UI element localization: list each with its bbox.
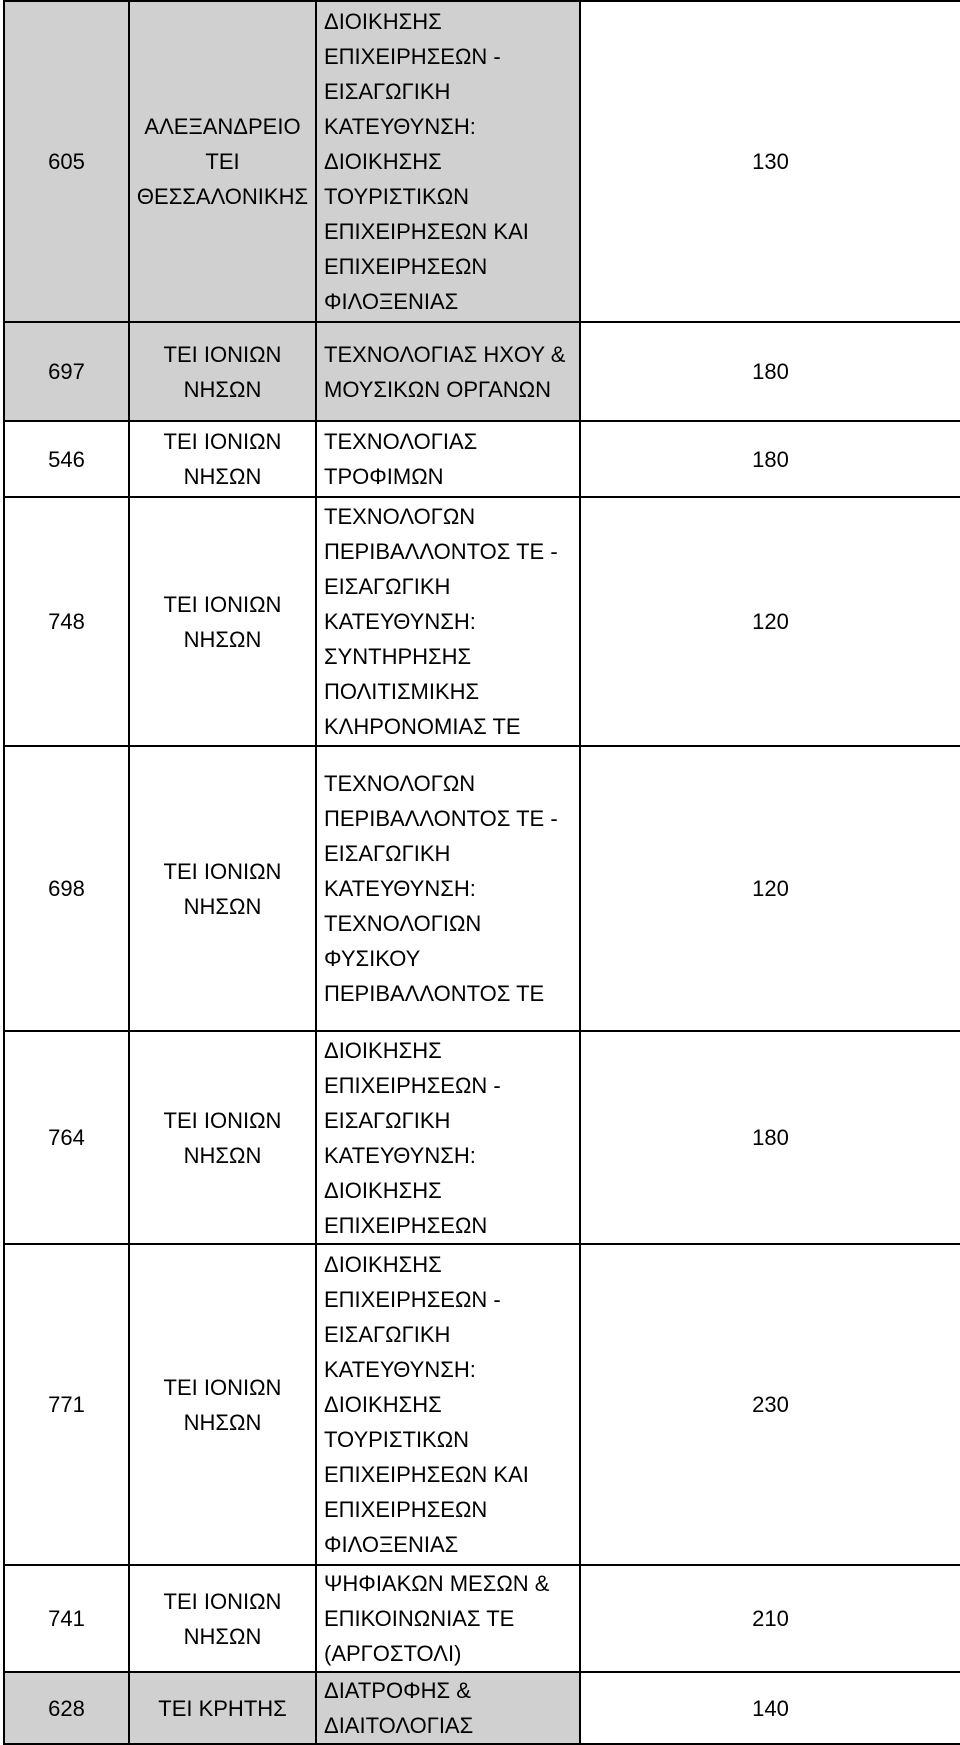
table-row	[4, 421, 960, 497]
seats-count: 180	[580, 421, 960, 497]
program-code: 546	[4, 421, 129, 497]
institution-name: ΤΕΙ ΙΟΝΙΩΝ ΝΗΣΩΝ	[129, 1031, 316, 1244]
institution-name: ΤΕΙ ΙΟΝΙΩΝ ΝΗΣΩΝ	[129, 1565, 316, 1672]
program-code: 741	[4, 1565, 129, 1672]
department-name: ΔΙΟΙΚΗΣΗΣ ΕΠΙΧΕΙΡΗΣΕΩΝ - ΕΙΣΑΓΩΓΙΚΗ ΚΑΤΕΥΘΥΝΣΗ: ΔΙΟΙΚΗΣΗΣ ΕΠΙΧΕΙΡΗΣΕΩΝ	[316, 1031, 580, 1244]
program-code: 764	[4, 1031, 129, 1244]
table-row	[4, 746, 960, 1031]
institution-name: ΑΛΕΞΑΝΔΡΕΙΟ ΤΕΙ ΘΕΣΣΑΛΟΝΙΚΗΣ	[129, 1, 316, 322]
program-code: 628	[4, 1672, 129, 1744]
seats-count: 210	[580, 1565, 960, 1672]
seats-count: 180	[580, 322, 960, 421]
table-row	[4, 1031, 960, 1244]
department-name: ΤΕΧΝΟΛΟΓΩΝ ΠΕΡΙΒΑΛΛΟΝΤΟΣ ΤΕ - ΕΙΣΑΓΩΓΙΚΗ ΚΑΤΕΥΘΥΝΣΗ: ΤΕΧΝΟΛΟΓΙΩΝ ΦΥΣΙΚΟΥ ΠΕΡΙΒΑΛΛΟΝΤΟΣ ΤΕ	[316, 746, 580, 1031]
programs-table	[3, 0, 960, 1745]
program-code: 698	[4, 746, 129, 1031]
institution-name: ΤΕΙ ΙΟΝΙΩΝ ΝΗΣΩΝ	[129, 497, 316, 746]
institution-name: ΤΕΙ ΙΟΝΙΩΝ ΝΗΣΩΝ	[129, 322, 316, 421]
institution-name: ΤΕΙ ΙΟΝΙΩΝ ΝΗΣΩΝ	[129, 1244, 316, 1565]
table-row	[4, 497, 960, 746]
table-row	[4, 322, 960, 421]
department-name: ΔΙΟΙΚΗΣΗΣ ΕΠΙΧΕΙΡΗΣΕΩΝ - ΕΙΣΑΓΩΓΙΚΗ ΚΑΤΕΥΘΥΝΣΗ: ΔΙΟΙΚΗΣΗΣ ΤΟΥΡΙΣΤΙΚΩΝ ΕΠΙΧΕΙΡΗΣΕΩΝ ΚΑΙ ΕΠΙΧΕΙΡΗΣΕΩΝ ΦΙΛΟΞΕΝΙΑΣ	[316, 1, 580, 322]
department-name: ΤΕΧΝΟΛΟΓΙΑΣ ΗΧΟΥ & ΜΟΥΣΙΚΩΝ ΟΡΓΑΝΩΝ	[316, 322, 580, 421]
department-name: ΤΕΧΝΟΛΟΓΙΑΣ ΤΡΟΦΙΜΩΝ	[316, 421, 580, 497]
program-code: 697	[4, 322, 129, 421]
seats-count: 130	[580, 1, 960, 322]
department-name: ΔΙΑΤΡΟΦΗΣ & ΔΙΑΙΤΟΛΟΓΙΑΣ	[316, 1672, 580, 1744]
institution-name: ΤΕΙ ΙΟΝΙΩΝ ΝΗΣΩΝ	[129, 746, 316, 1031]
table-row	[4, 1244, 960, 1565]
seats-count: 140	[580, 1672, 960, 1744]
table-row	[4, 1672, 960, 1744]
program-code: 748	[4, 497, 129, 746]
institution-name: ΤΕΙ ΙΟΝΙΩΝ ΝΗΣΩΝ	[129, 421, 316, 497]
institution-name: ΤΕΙ ΚΡΗΤΗΣ	[129, 1672, 316, 1744]
seats-count: 230	[580, 1244, 960, 1565]
program-code: 771	[4, 1244, 129, 1565]
department-name: ΨΗΦΙΑΚΩΝ ΜΕΣΩΝ & ΕΠΙΚΟΙΝΩΝΙΑΣ ΤΕ (ΑΡΓΟΣΤΟΛΙ)	[316, 1565, 580, 1672]
seats-count: 120	[580, 746, 960, 1031]
department-name: ΔΙΟΙΚΗΣΗΣ ΕΠΙΧΕΙΡΗΣΕΩΝ - ΕΙΣΑΓΩΓΙΚΗ ΚΑΤΕΥΘΥΝΣΗ: ΔΙΟΙΚΗΣΗΣ ΤΟΥΡΙΣΤΙΚΩΝ ΕΠΙΧΕΙΡΗΣΕΩΝ ΚΑΙ ΕΠΙΧΕΙΡΗΣΕΩΝ ΦΙΛΟΞΕΝΙΑΣ	[316, 1244, 580, 1565]
table-row	[4, 1565, 960, 1672]
program-code: 605	[4, 1, 129, 322]
table-row	[4, 1, 960, 322]
department-name: ΤΕΧΝΟΛΟΓΩΝ ΠΕΡΙΒΑΛΛΟΝΤΟΣ ΤΕ - ΕΙΣΑΓΩΓΙΚΗ ΚΑΤΕΥΘΥΝΣΗ: ΣΥΝΤΗΡΗΣΗΣ ΠΟΛΙΤΙΣΜΙΚΗΣ ΚΛΗΡΟΝΟΜΙΑΣ ΤΕ	[316, 497, 580, 746]
seats-count: 180	[580, 1031, 960, 1244]
seats-count: 120	[580, 497, 960, 746]
